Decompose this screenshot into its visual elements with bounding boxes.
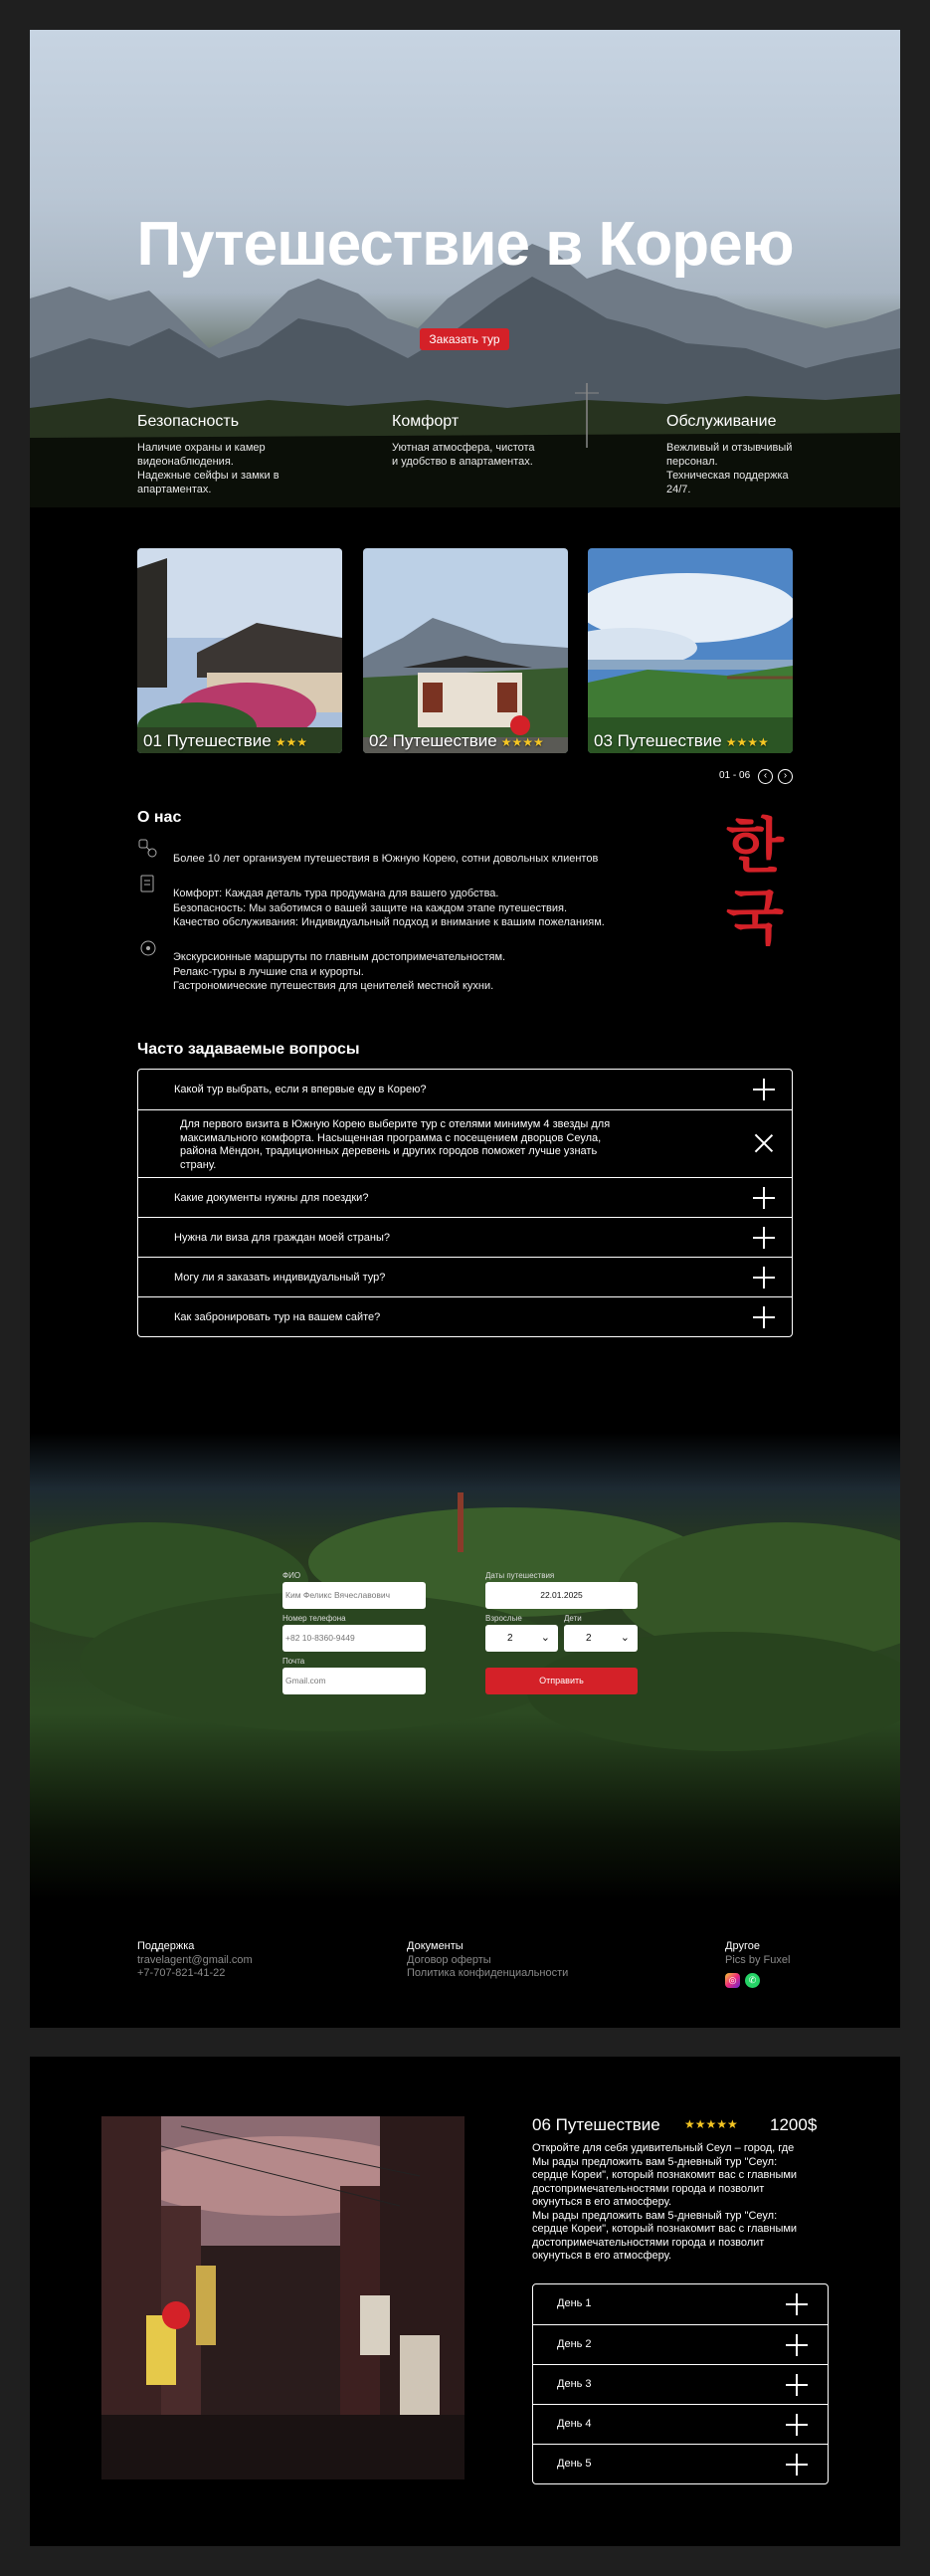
day-label: День 3: [557, 2378, 592, 2390]
day-item[interactable]: [533, 2284, 828, 2324]
faq-accordion: [137, 1069, 793, 1337]
kids-label: Дети: [564, 1614, 582, 1623]
faq-item[interactable]: [138, 1177, 792, 1217]
day-item[interactable]: [533, 2324, 828, 2364]
submit-button[interactable]: Отправить: [485, 1668, 638, 1694]
faq-item[interactable]: [138, 1296, 792, 1336]
plus-icon[interactable]: [753, 1079, 775, 1100]
hero-section: [30, 30, 900, 507]
day-label: День 1: [557, 2297, 592, 2309]
faq-item[interactable]: [138, 1070, 792, 1109]
faq-title: Часто задаваемые вопросы: [137, 1041, 360, 1058]
feature-title: Комфорт: [392, 413, 460, 430]
name-label: ФИО: [282, 1571, 301, 1580]
tour-detail-title: 06 Путешествие: [532, 2115, 660, 2134]
whatsapp-icon[interactable]: ✆: [745, 1973, 760, 1988]
route-icon: [137, 937, 159, 959]
order-tour-button[interactable]: Заказать тур: [420, 328, 509, 350]
booking-section-background: [30, 1433, 900, 1900]
offer-link[interactable]: Договор оферты: [407, 1953, 491, 1966]
day-label: День 4: [557, 2418, 592, 2430]
chevron-down-icon: ⌄: [620, 1632, 630, 1644]
plus-icon[interactable]: [753, 1267, 775, 1288]
feature-text: Наличие охраны и камер видеонаблюдения. Надежные сейфы и замки в апартаментах.: [137, 442, 279, 495]
instagram-icon[interactable]: ◎: [725, 1973, 740, 1988]
carousel-next-button[interactable]: ›: [778, 769, 793, 784]
network-icon: [137, 838, 159, 860]
rating-stars: ★★★★★: [684, 2117, 738, 2131]
faq-item[interactable]: [138, 1217, 792, 1257]
tour-card-03[interactable]: [588, 548, 793, 753]
faq-item-expanded[interactable]: [138, 1109, 792, 1177]
feature-service: [666, 413, 792, 496]
hangul-char: 한: [726, 812, 784, 882]
plus-icon[interactable]: [753, 1227, 775, 1249]
rating-stars: ★★★: [275, 735, 308, 749]
tour-detail-image: [101, 2116, 465, 2479]
day-item[interactable]: [533, 2444, 828, 2483]
rating-stars: ★★★★: [725, 735, 769, 749]
rating-stars: ★★★★: [500, 735, 544, 749]
feature-title: Безопасность: [137, 413, 240, 430]
day-item[interactable]: [533, 2404, 828, 2444]
faq-question: Какой тур выбрать, если я впервые еду в Корею?: [174, 1084, 427, 1095]
tour-card-02[interactable]: [363, 548, 568, 753]
adults-value: 2: [507, 1633, 513, 1644]
tour-card-image: [588, 548, 793, 753]
tour-card-title: 03 Путешествие: [594, 731, 722, 750]
footer-other: [725, 1940, 790, 1967]
faq-question: Какие документы нужны для поездки?: [174, 1192, 369, 1204]
email-label: Почта: [282, 1657, 305, 1666]
phone-label: Номер телефона: [282, 1614, 346, 1623]
faq-question: Как забронировать тур на вашем сайте?: [174, 1311, 381, 1323]
plus-icon[interactable]: [753, 1187, 775, 1209]
about-item-routes: Экскурсионные маршруты по главным достопримечательностям. Релакс-туры в лучшие спа и курорты. Гастрономические путешествия для ценителей местной кухни.: [173, 951, 506, 992]
plus-icon[interactable]: [786, 2293, 808, 2315]
faq-question: Могу ли я заказать индивидуальный тур?: [174, 1272, 386, 1284]
plus-icon[interactable]: [786, 2374, 808, 2396]
support-email-link[interactable]: travelagent@gmail.com: [137, 1953, 253, 1966]
forest-image: [30, 1433, 900, 1900]
privacy-link[interactable]: Политика конфиденциальности: [407, 1967, 569, 1979]
feature-comfort: [392, 413, 535, 469]
carousel-prev-button[interactable]: ‹: [758, 769, 773, 784]
plus-icon[interactable]: [753, 1306, 775, 1328]
about-item-quality: Комфорт: Каждая деталь тура продумана для вашего удобства. Безопасность: Мы заботимся о вашей защите на каждом этапе путешествия. Качество обслуживания: Индивидуальный подход и внимание к вашим пожеланиям.: [173, 888, 605, 928]
dates-input[interactable]: 22.01.2025: [485, 1582, 638, 1609]
day-label: День 5: [557, 2458, 592, 2470]
plus-icon[interactable]: [786, 2454, 808, 2476]
tour-card-image: [363, 548, 568, 753]
landing-page: [30, 30, 900, 2028]
name-input[interactable]: Ким Феликс Вячеславович: [282, 1582, 426, 1609]
tour-card-title: 02 Путешествие: [369, 731, 497, 750]
carousel-pager: 01 - 06: [719, 770, 751, 781]
tour-price: 1200$: [770, 2115, 818, 2134]
feature-text: Вежливый и отзывчивый персонал. Техническая поддержка 24/7.: [666, 442, 793, 495]
tour-card-01[interactable]: [137, 548, 342, 753]
footer-documents: [407, 1940, 568, 1981]
about-item-experience: Более 10 лет организуем путешествия в Южную Корею, сотни довольных клиентов: [173, 853, 599, 865]
footer-support-title: Поддержка: [137, 1940, 195, 1952]
tour-days-accordion: [532, 2283, 829, 2484]
hero-title: Путешествие в Корею: [136, 210, 794, 279]
kids-value: 2: [586, 1633, 592, 1644]
plus-icon[interactable]: [786, 2414, 808, 2436]
tour-card-image: [137, 548, 342, 753]
day-item[interactable]: [533, 2364, 828, 2404]
plus-icon[interactable]: [786, 2334, 808, 2356]
email-input[interactable]: Gmail.com: [282, 1668, 426, 1694]
dates-label: Даты путешествия: [485, 1571, 555, 1580]
day-label: День 2: [557, 2338, 592, 2350]
adults-select[interactable]: [485, 1625, 558, 1652]
chevron-down-icon: ⌄: [540, 1632, 550, 1644]
faq-item[interactable]: [138, 1257, 792, 1296]
footer-support: [137, 1940, 253, 1981]
about-title: О нас: [137, 809, 182, 826]
close-icon[interactable]: [755, 1134, 773, 1152]
faq-answer: Для первого визита в Южную Корею выберите тур с отелями минимум 4 звезды для максимального комфорта. Насыщенная программа с посещением дворцов Сеула, района Мёндон, традиционных деревень и других городов поможет лучше узнать страну.: [180, 1118, 611, 1171]
adults-label: Взрослые: [485, 1614, 522, 1623]
support-phone-link[interactable]: +7-707-821-41-22: [137, 1967, 226, 1979]
tour-card-label: [594, 731, 769, 751]
credit-link[interactable]: Pics by Fuxel: [725, 1953, 791, 1966]
tour-detail-page: [30, 2057, 900, 2546]
faq-question: Нужна ли виза для граждан моей страны?: [174, 1232, 390, 1244]
tour-card-title: 01 Путешествие: [143, 731, 272, 750]
tour-card-label: [143, 731, 307, 751]
phone-input[interactable]: +82 10-8360-9449: [282, 1625, 426, 1652]
korea-hangul-logo: [726, 811, 784, 954]
hangul-char: 국: [726, 884, 784, 953]
feature-security: [137, 413, 279, 496]
feature-text: Уютная атмосфера, чистота и удобство в апартаментах.: [392, 442, 535, 468]
tour-description: Откройте для себя удивительный Сеул – город, где Мы рады предложить вам 5-дневный тур "Сеул: сердце Кореи", который познакомит вас с главными достопримечательностями города и позволит окунуться в его атмосферу. Мы рады предложить вам 5-дневный тур "Сеул: сердце Кореи", который познакомит вас с главными достопримечательностями города и позволит окунуться в его атмосферу.: [532, 2142, 798, 2262]
footer-docs-title: Документы: [407, 1940, 464, 1952]
feature-title: Обслуживание: [666, 413, 777, 430]
footer-other-title: Другое: [725, 1940, 760, 1952]
kids-select[interactable]: [564, 1625, 638, 1652]
document-icon: [137, 874, 159, 895]
seoul-street-image: [101, 2116, 465, 2479]
tour-card-label: [369, 731, 544, 751]
